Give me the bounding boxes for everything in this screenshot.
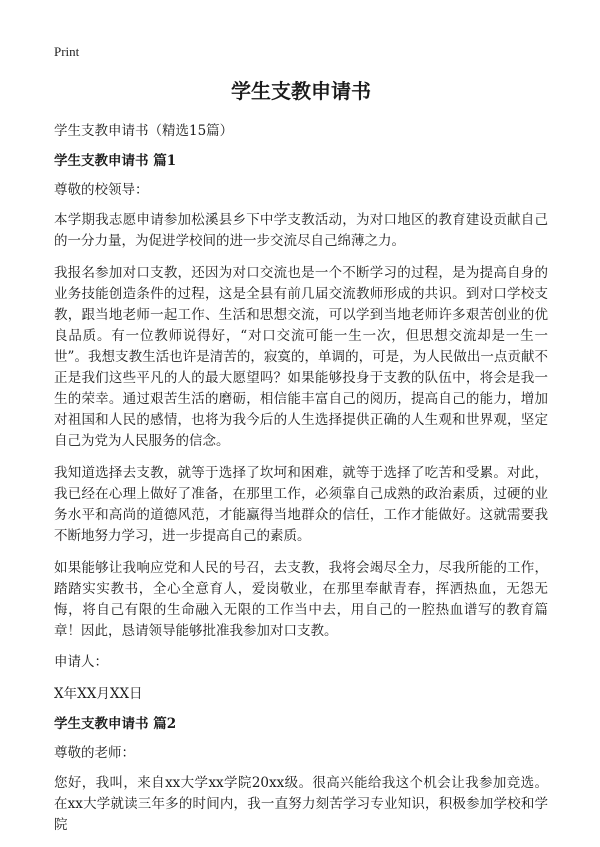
document-title: 学生支教申请书: [231, 79, 371, 103]
paragraph: 我知道选择去支教，就等于选择了坎坷和困难，就等于选择了吃苦和受累。对此，我已经在心理上做好了准备，在那里工作，必须靠自己成熟的政治素质，过硬的业务水平和高尚的道德风范，才能赢得当地群众的信任，工作才能做好。这就需要我不断地努力学习，进一步提高自己的素质。: [54, 465, 548, 544]
section-2: [54, 715, 548, 836]
paragraph: 如果能够让我响应党和人民的号召，去支教，我将会竭尽全力，尽我所能的工作，踏踏实实教书，全心全意育人，爱岗敬业，在那里奉献青春，挥洒热血，无怨无悔，将自己有限的生命融入无限的工作当中去，用自己的一腔热血谱写的教育篇章！因此，恳请领导能够批准我参加对口支教。: [54, 560, 548, 639]
signature-date: X年XX月XX日: [54, 686, 143, 702]
paragraph: 我报名参加对口支教，还因为对口交流也是一个不断学习的过程，是为提高自身的业务技能创造条件的过程，这是全县有前几届交流教师形成的共识。到对口学校支教，跟当地老师一起工作、生活和思想交流，可以学到当地老师许多艰苦创业的优良品质。有一位教师说得好，“对口交流可能一生一次，但思想交流却是一生一世”。我想支教生活也许是清苦的，寂寞的，单调的，可是，为人民做出一点贡献不正是我们这些平凡的人的最大愿望吗？如果能够投身于支教的队伍中，将会是我一生的荣幸。通过艰苦生活的磨砺，相信能丰富自己的阅历，提高自己的能力，增加对祖国和人民的感情，也将为我今后的人生选择提供正确的人生观和世界观，坚定自己为党为人民服务的信念。: [54, 265, 548, 449]
document-subtitle: 学生支教申请书（精选15篇）: [54, 123, 234, 139]
print-link[interactable]: Print: [54, 44, 80, 59]
salutation: 尊敬的老师：: [54, 745, 135, 761]
signature-label: 申请人：: [54, 654, 108, 670]
section-heading: 学生支教申请书 篇2: [54, 716, 177, 732]
section-1: [54, 152, 548, 703]
paragraph: 本学期我志愿申请参加松溪县乡下中学支教活动，为对口地区的教育建设贡献自己的一分力量，为促进学校间的进一步交流尽自己绵薄之力。: [54, 212, 548, 249]
document-body: [54, 78, 548, 847]
salutation: 尊敬的校领导：: [54, 182, 149, 198]
section-heading: 学生支教申请书 篇1: [54, 153, 177, 169]
paragraph: 您好，我叫，来自xx大学xx学院20xx级。很高兴能给我这个机会让我参加竞选。在xx大学就读三年多的时间内，我一直努力刻苦学习专业知识，积极参加学校和学院: [54, 775, 548, 833]
